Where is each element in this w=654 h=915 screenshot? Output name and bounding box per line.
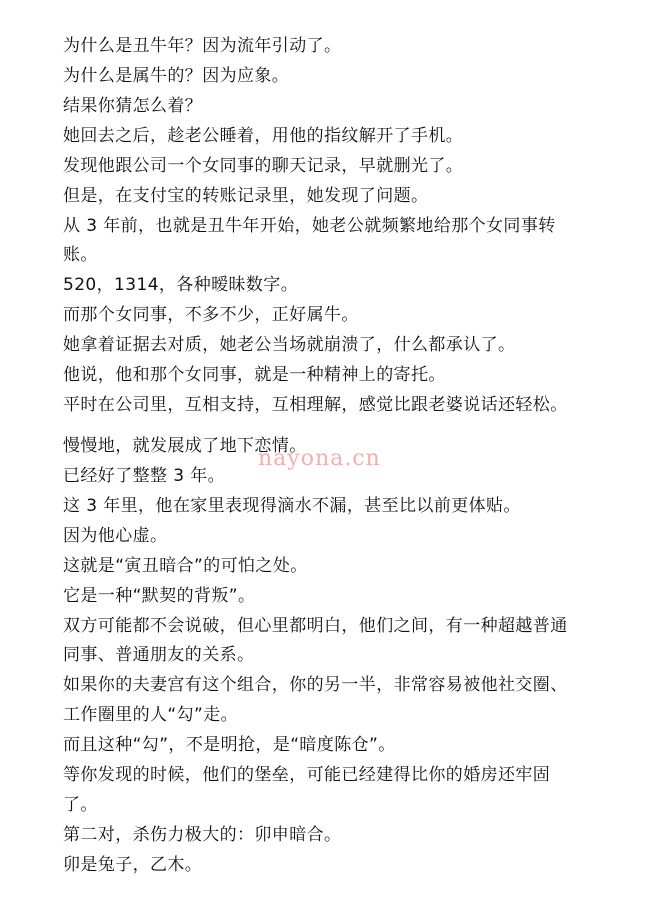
text-line: 它是一种“默契的背叛”。	[63, 586, 256, 606]
text-line: 慢慢地，就发展成了地下恋情。	[63, 436, 307, 456]
text-line: 为什么是属牛的？因为应象。	[63, 66, 290, 86]
text-line: 如果你的夫妻宫有这个组合，你的另一半，非常容易被他社交圈、	[63, 675, 568, 695]
text-line: 520，1314，各种暧昧数字。	[63, 275, 299, 295]
text-line: 等你发现的时候，他们的堡垒，可能已经建得比你的婚房还牢固	[63, 765, 551, 785]
text-line: 卯是兔子，乙木。	[63, 855, 203, 875]
watermark: nayona.cn	[258, 446, 381, 471]
text-line: 平时在公司里，互相支持，互相理解，感觉比跟老婆说话还轻松。	[63, 395, 568, 415]
text-line: 这就是“寅丑暗合”的可怕之处。	[63, 556, 308, 576]
text-line: 已经好了整整 3 年。	[63, 466, 226, 486]
text-line: 但是，在支付宝的转账记录里，她发现了问题。	[63, 186, 429, 206]
text-line: 第二对，杀伤力极大的：卯申暗合。	[63, 825, 342, 845]
text-line: 发现他跟公司一个女同事的聊天记录，早就删光了。	[63, 156, 464, 176]
text-line: 结果你猜怎么着？	[63, 96, 203, 116]
text-line: 账。	[63, 245, 98, 265]
text-line: 为什么是丑牛年？因为流年引动了。	[63, 36, 342, 56]
text-line: 而且这种“勾”，不是明抢，是“暗度陈仓”。	[63, 735, 396, 755]
text-line: 而那个女同事，不多不少，正好属牛。	[63, 305, 359, 325]
text-line: 工作圈里的人“勾”走。	[63, 705, 239, 725]
text-line: 双方可能都不会说破，但心里都明白，他们之间，有一种超越普通	[63, 616, 568, 636]
text-line: 从 3 年前，也就是丑牛年开始，她老公就频繁地给那个女同事转	[63, 216, 556, 236]
text-line: 这 3 年里，他在家里表现得滴水不漏，甚至比以前更体贴。	[63, 496, 521, 516]
text-line: 他说，他和那个女同事，就是一种精神上的寄托。	[63, 365, 446, 385]
text-line: 她拿着证据去对质，她老公当场就崩溃了，什么都承认了。	[63, 335, 516, 355]
text-line: 她回去之后，趁老公睡着，用他的指纹解开了手机。	[63, 126, 464, 146]
text-line: 了。	[63, 795, 98, 815]
text-line: 同事、普通朋友的关系。	[63, 645, 255, 665]
text-line: 因为他心虚。	[63, 526, 168, 546]
